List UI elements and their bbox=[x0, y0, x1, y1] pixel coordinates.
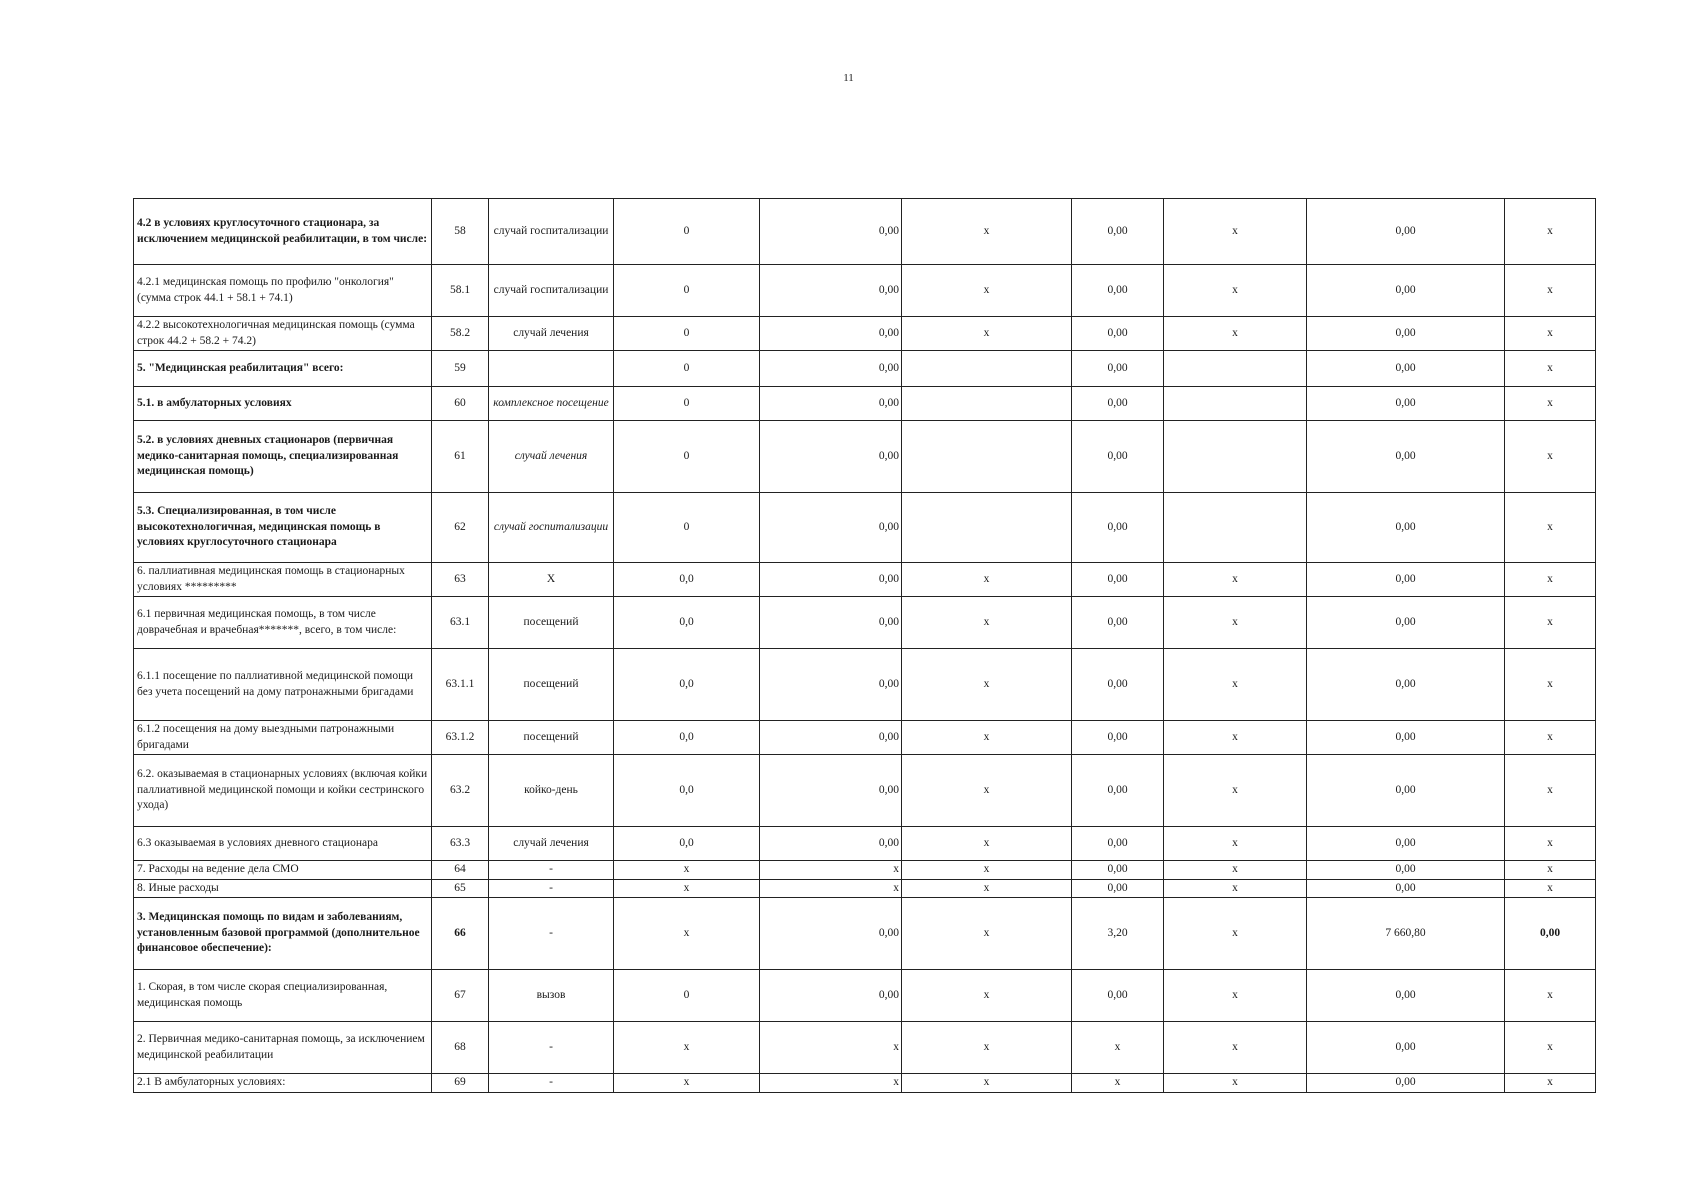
table-row bbox=[134, 265, 1596, 317]
row-unit-cell: - bbox=[489, 879, 614, 898]
table-row bbox=[134, 970, 1596, 1022]
cost-cell: 0,00 bbox=[760, 421, 902, 493]
row-code-cell: 59 bbox=[432, 351, 489, 387]
row-code-cell: 68 bbox=[432, 1022, 489, 1074]
value-cell-3: x bbox=[902, 721, 1072, 755]
value-cell-3: x bbox=[902, 755, 1072, 827]
value-cell-5: x bbox=[1164, 879, 1307, 898]
value-cell-7: x bbox=[1505, 493, 1596, 563]
value-cell-4: x bbox=[1072, 1022, 1164, 1074]
value-cell-5: x bbox=[1164, 1022, 1307, 1074]
value-cell-6: 0,00 bbox=[1307, 861, 1505, 880]
row-name-cell: 7. Расходы на ведение дела СМО bbox=[134, 861, 432, 880]
row-name-cell: 2.1 В амбулаторных условиях: bbox=[134, 1074, 432, 1093]
value-cell-4: 0,00 bbox=[1072, 351, 1164, 387]
value-cell-3: x bbox=[902, 199, 1072, 265]
row-unit-cell: - bbox=[489, 1074, 614, 1093]
row-unit-cell: случай лечения bbox=[489, 317, 614, 351]
value-cell-6: 0,00 bbox=[1307, 351, 1505, 387]
value-cell-4: 3,20 bbox=[1072, 898, 1164, 970]
volume-cell: x bbox=[614, 879, 760, 898]
row-code-cell: 67 bbox=[432, 970, 489, 1022]
row-code-cell: 66 bbox=[432, 898, 489, 970]
value-cell-4: 0,00 bbox=[1072, 563, 1164, 597]
row-unit-cell: случай госпитализации bbox=[489, 493, 614, 563]
value-cell-3: x bbox=[902, 317, 1072, 351]
value-cell-4: 0,00 bbox=[1072, 597, 1164, 649]
value-cell-5: x bbox=[1164, 970, 1307, 1022]
cost-cell: x bbox=[760, 861, 902, 880]
table-row bbox=[134, 649, 1596, 721]
row-name-cell: 5. "Медицинская реабилитация" всего: bbox=[134, 351, 432, 387]
row-name-cell: 6. паллиативная медицинская помощь в стационарных условиях ********* bbox=[134, 563, 432, 597]
value-cell-4: x bbox=[1072, 1074, 1164, 1093]
value-cell-3 bbox=[902, 387, 1072, 421]
volume-cell: x bbox=[614, 861, 760, 880]
value-cell-5 bbox=[1164, 493, 1307, 563]
cost-cell: 0,00 bbox=[760, 265, 902, 317]
value-cell-5: x bbox=[1164, 649, 1307, 721]
row-unit-cell: случай госпитализации bbox=[489, 199, 614, 265]
table-row bbox=[134, 879, 1596, 898]
row-name-cell: 8. Иные расходы bbox=[134, 879, 432, 898]
row-unit-cell: X bbox=[489, 563, 614, 597]
value-cell-3 bbox=[902, 421, 1072, 493]
row-name-cell: 5.3. Специализированная, в том числе высокотехнологичная, медицинская помощь в условиях круглосуточного стационара bbox=[134, 493, 432, 563]
value-cell-7: x bbox=[1505, 755, 1596, 827]
cost-cell: x bbox=[760, 1074, 902, 1093]
value-cell-7: x bbox=[1505, 199, 1596, 265]
value-cell-4: 0,00 bbox=[1072, 721, 1164, 755]
value-cell-7: x bbox=[1505, 1074, 1596, 1093]
value-cell-5: x bbox=[1164, 898, 1307, 970]
value-cell-6: 0,00 bbox=[1307, 317, 1505, 351]
value-cell-4: 0,00 bbox=[1072, 827, 1164, 861]
value-cell-3: x bbox=[902, 861, 1072, 880]
table-row bbox=[134, 755, 1596, 827]
cost-cell: 0,00 bbox=[760, 199, 902, 265]
row-code-cell: 65 bbox=[432, 879, 489, 898]
value-cell-5: x bbox=[1164, 721, 1307, 755]
row-code-cell: 58.1 bbox=[432, 265, 489, 317]
row-name-cell: 1. Скорая, в том числе скорая специализированная, медицинская помощь bbox=[134, 970, 432, 1022]
row-unit-cell: комплексное посещение bbox=[489, 387, 614, 421]
row-code-cell: 63.1.1 bbox=[432, 649, 489, 721]
value-cell-5: x bbox=[1164, 1074, 1307, 1093]
volume-cell: 0,0 bbox=[614, 563, 760, 597]
table-row bbox=[134, 721, 1596, 755]
value-cell-6: 7 660,80 bbox=[1307, 898, 1505, 970]
cost-cell: 0,00 bbox=[760, 721, 902, 755]
volume-cell: 0 bbox=[614, 351, 760, 387]
table-row bbox=[134, 199, 1596, 265]
value-cell-7: x bbox=[1505, 649, 1596, 721]
row-code-cell: 62 bbox=[432, 493, 489, 563]
value-cell-6: 0,00 bbox=[1307, 199, 1505, 265]
value-cell-4: 0,00 bbox=[1072, 649, 1164, 721]
volume-cell: 0 bbox=[614, 493, 760, 563]
value-cell-3: x bbox=[902, 265, 1072, 317]
value-cell-5 bbox=[1164, 387, 1307, 421]
table-row bbox=[134, 898, 1596, 970]
row-unit-cell: койко-день bbox=[489, 755, 614, 827]
value-cell-3: x bbox=[902, 827, 1072, 861]
row-code-cell: 63.2 bbox=[432, 755, 489, 827]
cost-cell: x bbox=[760, 1022, 902, 1074]
value-cell-4: 0,00 bbox=[1072, 421, 1164, 493]
volume-cell: 0 bbox=[614, 387, 760, 421]
cost-cell: 0,00 bbox=[760, 970, 902, 1022]
value-cell-6: 0,00 bbox=[1307, 649, 1505, 721]
volume-cell: 0 bbox=[614, 317, 760, 351]
volume-cell: 0,0 bbox=[614, 755, 760, 827]
value-cell-6: 0,00 bbox=[1307, 597, 1505, 649]
value-cell-6: 0,00 bbox=[1307, 970, 1505, 1022]
value-cell-7: x bbox=[1505, 387, 1596, 421]
table-row bbox=[134, 1022, 1596, 1074]
row-code-cell: 58.2 bbox=[432, 317, 489, 351]
value-cell-4: 0,00 bbox=[1072, 970, 1164, 1022]
value-cell-6: 0,00 bbox=[1307, 493, 1505, 563]
volume-cell: 0 bbox=[614, 970, 760, 1022]
row-unit-cell: - bbox=[489, 1022, 614, 1074]
cost-cell: 0,00 bbox=[760, 351, 902, 387]
value-cell-6: 0,00 bbox=[1307, 563, 1505, 597]
value-cell-4: 0,00 bbox=[1072, 387, 1164, 421]
table-body bbox=[134, 199, 1596, 1093]
value-cell-5: x bbox=[1164, 827, 1307, 861]
cost-cell: 0,00 bbox=[760, 649, 902, 721]
table-row bbox=[134, 563, 1596, 597]
row-unit-cell: случай госпитализации bbox=[489, 265, 614, 317]
row-name-cell: 6.3 оказываемая в условиях дневного стационара bbox=[134, 827, 432, 861]
volume-cell: 0,0 bbox=[614, 721, 760, 755]
value-cell-6: 0,00 bbox=[1307, 265, 1505, 317]
value-cell-5: x bbox=[1164, 265, 1307, 317]
row-unit-cell: вызов bbox=[489, 970, 614, 1022]
value-cell-5 bbox=[1164, 421, 1307, 493]
row-unit-cell: посещений bbox=[489, 597, 614, 649]
row-name-cell: 6.1.2 посещения на дому выездными патронажными бригадами bbox=[134, 721, 432, 755]
value-cell-7: x bbox=[1505, 721, 1596, 755]
value-cell-6: 0,00 bbox=[1307, 1074, 1505, 1093]
row-name-cell: 3. Медицинская помощь по видам и заболеваниям, установленным базовой программой (дополнительное финансовое обеспечение): bbox=[134, 898, 432, 970]
volume-cell: 0,0 bbox=[614, 649, 760, 721]
value-cell-6: 0,00 bbox=[1307, 827, 1505, 861]
value-cell-7: x bbox=[1505, 827, 1596, 861]
value-cell-3: x bbox=[902, 1074, 1072, 1093]
cost-cell: x bbox=[760, 879, 902, 898]
volume-cell: 0,0 bbox=[614, 827, 760, 861]
value-cell-5: x bbox=[1164, 755, 1307, 827]
row-unit-cell: случай лечения bbox=[489, 421, 614, 493]
row-code-cell: 64 bbox=[432, 861, 489, 880]
cost-cell: 0,00 bbox=[760, 317, 902, 351]
value-cell-3: x bbox=[902, 898, 1072, 970]
row-name-cell: 4.2.1 медицинская помощь по профилю "онкология" (сумма строк 44.1 + 58.1 + 74.1) bbox=[134, 265, 432, 317]
table-row bbox=[134, 387, 1596, 421]
cost-cell: 0,00 bbox=[760, 597, 902, 649]
value-cell-4: 0,00 bbox=[1072, 493, 1164, 563]
value-cell-7: 0,00 bbox=[1505, 898, 1596, 970]
table-row bbox=[134, 1074, 1596, 1093]
value-cell-7: x bbox=[1505, 970, 1596, 1022]
page-number: 11 bbox=[843, 72, 854, 84]
row-code-cell: 58 bbox=[432, 199, 489, 265]
financing-table bbox=[133, 198, 1596, 1093]
volume-cell: 0 bbox=[614, 199, 760, 265]
value-cell-7: x bbox=[1505, 563, 1596, 597]
row-name-cell: 2. Первичная медико-санитарная помощь, за исключением медицинской реабилитации bbox=[134, 1022, 432, 1074]
value-cell-4: 0,00 bbox=[1072, 861, 1164, 880]
cost-cell: 0,00 bbox=[760, 563, 902, 597]
value-cell-6: 0,00 bbox=[1307, 721, 1505, 755]
value-cell-3: x bbox=[902, 879, 1072, 898]
value-cell-4: 0,00 bbox=[1072, 199, 1164, 265]
row-code-cell: 63.1.2 bbox=[432, 721, 489, 755]
value-cell-3 bbox=[902, 351, 1072, 387]
value-cell-6: 0,00 bbox=[1307, 755, 1505, 827]
table-row bbox=[134, 827, 1596, 861]
value-cell-4: 0,00 bbox=[1072, 317, 1164, 351]
row-name-cell: 5.1. в амбулаторных условиях bbox=[134, 387, 432, 421]
table-row bbox=[134, 493, 1596, 563]
value-cell-5: x bbox=[1164, 317, 1307, 351]
value-cell-5: x bbox=[1164, 861, 1307, 880]
value-cell-7: x bbox=[1505, 879, 1596, 898]
value-cell-4: 0,00 bbox=[1072, 879, 1164, 898]
table-row bbox=[134, 861, 1596, 880]
row-unit-cell: случай лечения bbox=[489, 827, 614, 861]
value-cell-7: x bbox=[1505, 1022, 1596, 1074]
row-unit-cell: посещений bbox=[489, 721, 614, 755]
cost-cell: 0,00 bbox=[760, 898, 902, 970]
value-cell-7: x bbox=[1505, 421, 1596, 493]
value-cell-5: x bbox=[1164, 563, 1307, 597]
value-cell-3: x bbox=[902, 649, 1072, 721]
row-unit-cell: посещений bbox=[489, 649, 614, 721]
row-code-cell: 61 bbox=[432, 421, 489, 493]
row-name-cell: 6.2. оказываемая в стационарных условиях (включая койки паллиативной медицинской помощи и койки сестринского ухода) bbox=[134, 755, 432, 827]
value-cell-7: x bbox=[1505, 265, 1596, 317]
value-cell-6: 0,00 bbox=[1307, 387, 1505, 421]
cost-cell: 0,00 bbox=[760, 827, 902, 861]
table-row bbox=[134, 317, 1596, 351]
value-cell-6: 0,00 bbox=[1307, 421, 1505, 493]
value-cell-3: x bbox=[902, 563, 1072, 597]
value-cell-7: x bbox=[1505, 317, 1596, 351]
row-name-cell: 4.2.2 высокотехнологичная медицинская помощь (сумма строк 44.2 + 58.2 + 74.2) bbox=[134, 317, 432, 351]
value-cell-5: x bbox=[1164, 597, 1307, 649]
row-name-cell: 6.1.1 посещение по паллиативной медицинской помощи без учета посещений на дому патронажными бригадами bbox=[134, 649, 432, 721]
row-unit-cell: - bbox=[489, 898, 614, 970]
value-cell-4: 0,00 bbox=[1072, 265, 1164, 317]
row-code-cell: 63.1 bbox=[432, 597, 489, 649]
volume-cell: 0 bbox=[614, 265, 760, 317]
value-cell-5: x bbox=[1164, 199, 1307, 265]
value-cell-7: x bbox=[1505, 597, 1596, 649]
value-cell-3: x bbox=[902, 1022, 1072, 1074]
value-cell-4: 0,00 bbox=[1072, 755, 1164, 827]
row-code-cell: 63.3 bbox=[432, 827, 489, 861]
value-cell-7: x bbox=[1505, 351, 1596, 387]
volume-cell: x bbox=[614, 898, 760, 970]
row-code-cell: 60 bbox=[432, 387, 489, 421]
row-code-cell: 63 bbox=[432, 563, 489, 597]
value-cell-7: x bbox=[1505, 861, 1596, 880]
row-unit-cell: - bbox=[489, 861, 614, 880]
volume-cell: x bbox=[614, 1074, 760, 1093]
table-row bbox=[134, 351, 1596, 387]
table-row bbox=[134, 597, 1596, 649]
cost-cell: 0,00 bbox=[760, 755, 902, 827]
value-cell-6: 0,00 bbox=[1307, 879, 1505, 898]
volume-cell: 0,0 bbox=[614, 597, 760, 649]
value-cell-6: 0,00 bbox=[1307, 1022, 1505, 1074]
row-name-cell: 4.2 в условиях круглосуточного стационара, за исключением медицинской реабилитации, в том числе: bbox=[134, 199, 432, 265]
row-name-cell: 5.2. в условиях дневных стационаров (первичная медико-санитарная помощь, специализированная медицинская помощь) bbox=[134, 421, 432, 493]
row-code-cell: 69 bbox=[432, 1074, 489, 1093]
value-cell-3: x bbox=[902, 970, 1072, 1022]
volume-cell: x bbox=[614, 1022, 760, 1074]
cost-cell: 0,00 bbox=[760, 493, 902, 563]
row-unit-cell bbox=[489, 351, 614, 387]
table-row bbox=[134, 421, 1596, 493]
volume-cell: 0 bbox=[614, 421, 760, 493]
value-cell-3: x bbox=[902, 597, 1072, 649]
value-cell-5 bbox=[1164, 351, 1307, 387]
cost-cell: 0,00 bbox=[760, 387, 902, 421]
row-name-cell: 6.1 первичная медицинская помощь, в том числе доврачебная и врачебная*******, всего, в том числе: bbox=[134, 597, 432, 649]
value-cell-3 bbox=[902, 493, 1072, 563]
